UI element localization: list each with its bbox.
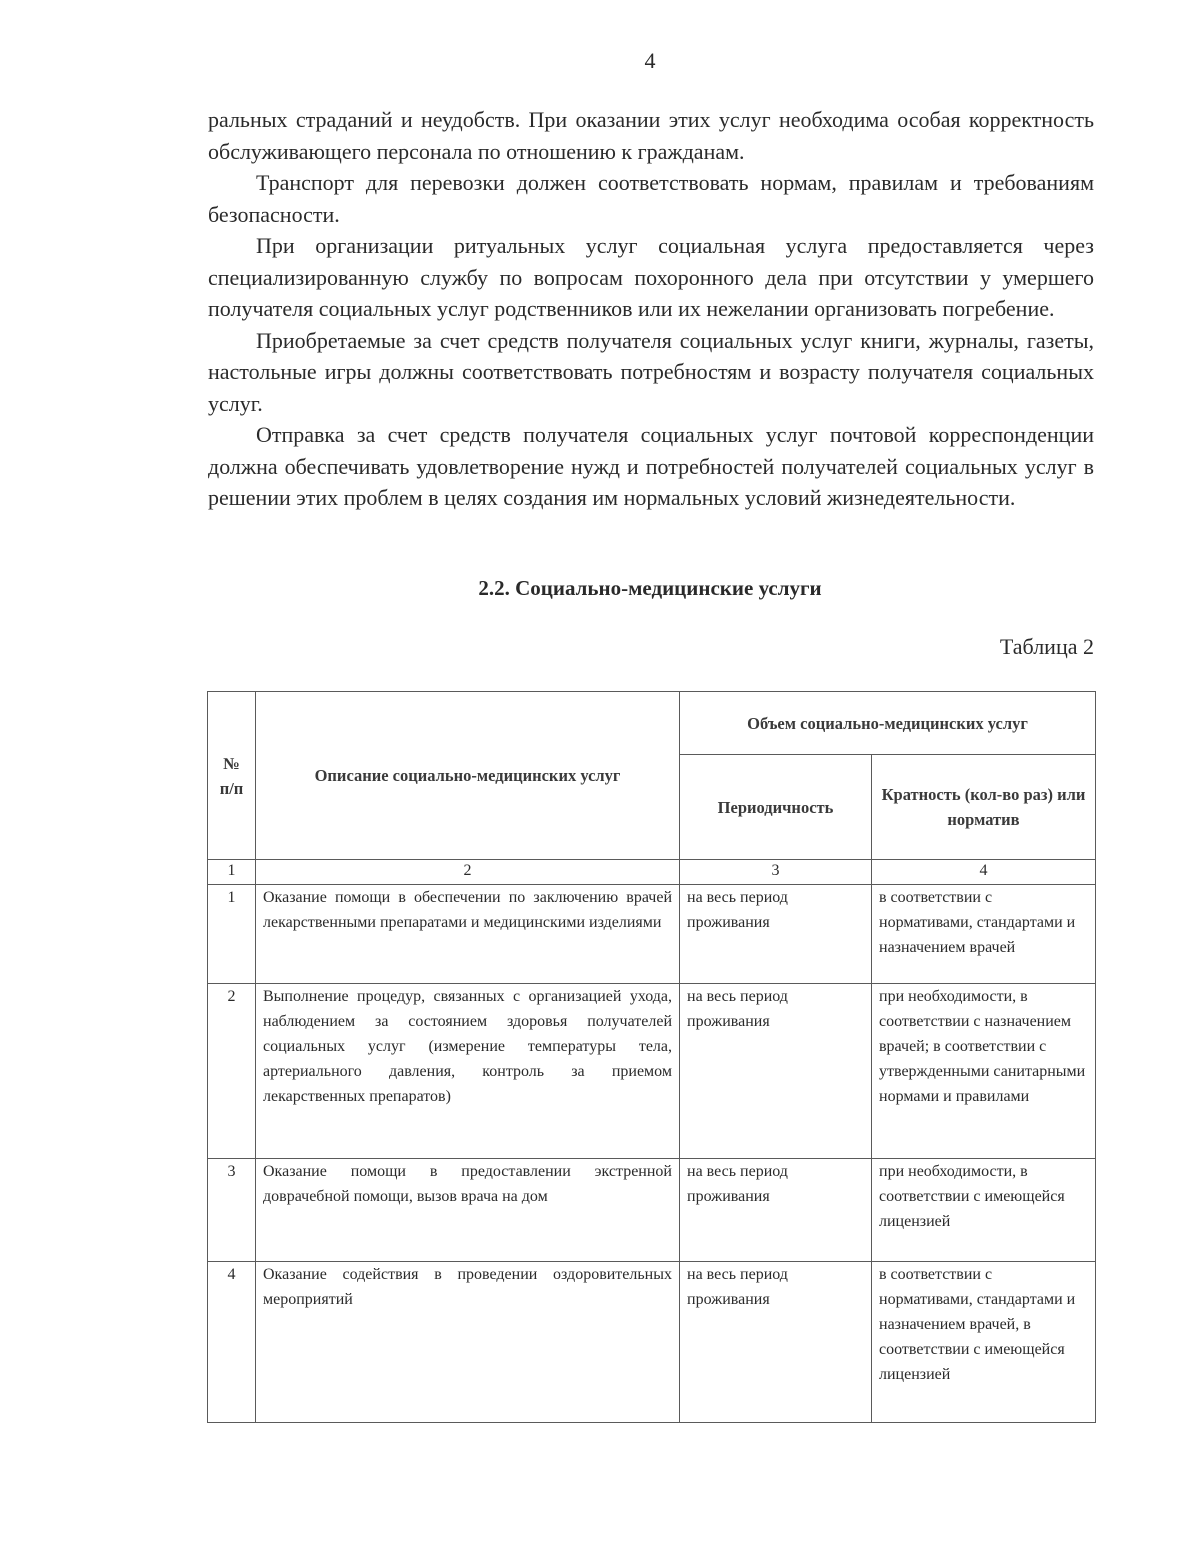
row-periodicity: на весь период проживания: [680, 885, 872, 984]
paragraph-books-journals: Приобретаемые за счет средств получателя социальных услуг книги, журналы, газеты, настольные игры должны соответствовать потребностям и возрасту получателя социальных услуг.: [208, 327, 1094, 416]
row-number: 4: [208, 1262, 256, 1423]
table-row: [208, 984, 1096, 1159]
table-row: [208, 885, 1096, 984]
row-description: Оказание содействия в проведении оздоровительных мероприятий: [256, 1262, 680, 1423]
row-description: Оказание помощи в обеспечении по заключению врачей лекарственными препаратами и медицинскими изделиями: [256, 885, 680, 984]
page-number: 4: [644, 48, 656, 73]
paragraph-ritual-services: При организации ритуальных услуг социальная услуга предоставляется через специализированную службу по вопросам похоронного дела при отсутствии у умершего получателя социальных услуг родственников или их нежелании организовать погребение.: [208, 233, 1094, 321]
section-title: 2.2. Социально-медицинские услуги: [478, 576, 822, 600]
row-description: Выполнение процедур, связанных с организацией ухода, наблюдением за состоянием здоровья получателей социальных услуг (измерение температуры тела, артериального давления, контроль за приемом лекарственных препаратов): [256, 984, 680, 1159]
row-number: 3: [208, 1159, 256, 1262]
row-frequency: в соответствии с нормативами, стандартами и назначением врачей: [872, 885, 1096, 984]
header-volume: Объем социально-медицинских услуг: [680, 692, 1096, 755]
table-row: [208, 1159, 1096, 1262]
row-number: 1: [208, 885, 256, 984]
column-number: 4: [872, 860, 1096, 885]
row-periodicity: на весь период проживания: [680, 1159, 872, 1262]
table-row: [208, 1262, 1096, 1423]
header-num: № п/п: [208, 692, 256, 860]
header-frequency: Кратность (кол-во раз) или норматив: [872, 755, 1096, 860]
row-periodicity: на весь период проживания: [680, 984, 872, 1159]
row-frequency: при необходимости, в соответствии с имеющейся лицензией: [872, 1159, 1096, 1262]
services-table: [207, 691, 1096, 1423]
column-number: 2: [256, 860, 680, 885]
paragraph-continuation: ральных страданий и неудобств. При оказании этих услуг необходима особая корректность обслуживающего персонала по отношению к гражданам.: [208, 107, 1094, 164]
table-caption: Таблица 2: [999, 634, 1094, 659]
table-header-row: [208, 692, 1096, 755]
header-periodicity: Периодичность: [680, 755, 872, 860]
row-number: 2: [208, 984, 256, 1159]
header-description: Описание социально-медицинских услуг: [256, 692, 680, 860]
body-text: [208, 104, 1094, 514]
paragraph-postal-correspondence: Отправка за счет средств получателя социальных услуг почтовой корреспонденции должна обеспечивать удовлетворение нужд и потребностей получателей социальных услуг в решении этих проблем в целях создания им нормальных условий жизнедеятельности.: [208, 422, 1094, 510]
column-numbers-row: [208, 860, 1096, 885]
column-number: 1: [208, 860, 256, 885]
column-number: 3: [680, 860, 872, 885]
row-frequency: при необходимости, в соответствии с назначением врачей; в соответствии с утвержденными санитарными нормами и правилами: [872, 984, 1096, 1159]
row-frequency: в соответствии с нормативами, стандартами и назначением врачей, в соответствии с имеющейся лицензией: [872, 1262, 1096, 1423]
paragraph-transport: Транспорт для перевозки должен соответствовать нормам, правилам и требованиям безопасности.: [208, 170, 1094, 227]
row-description: Оказание помощи в предоставлении экстренной доврачебной помощи, вызов врача на дом: [256, 1159, 680, 1262]
row-periodicity: на весь период проживания: [680, 1262, 872, 1423]
